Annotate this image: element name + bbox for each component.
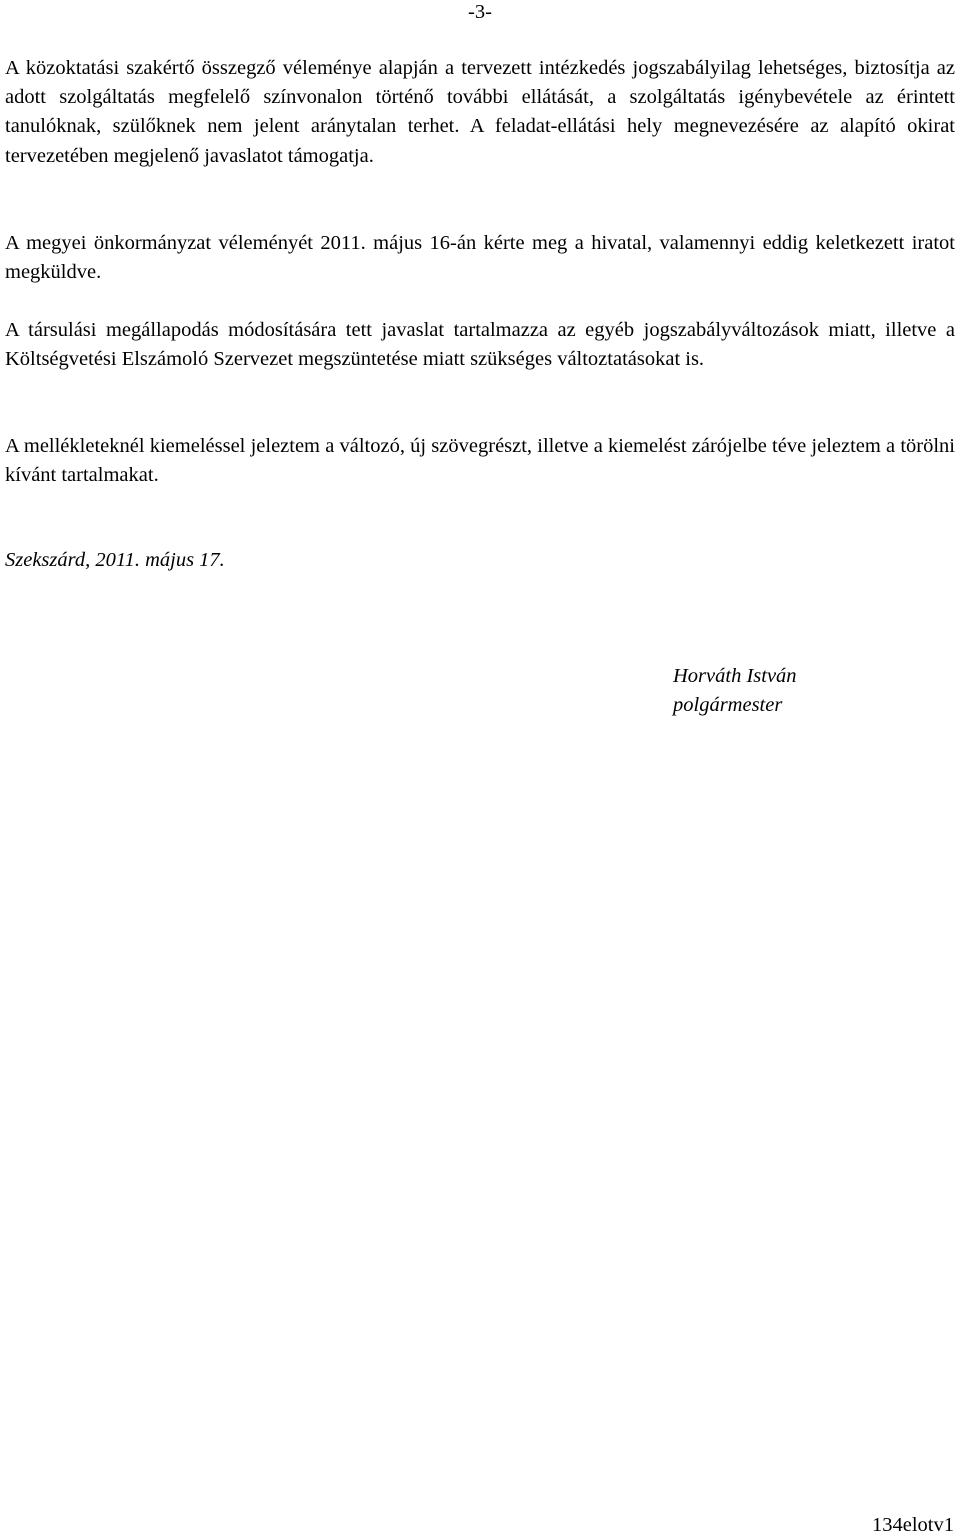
paragraph-association-agreement: A társulási megállapodás módosítására tett javaslat tartalmazza az egyéb jogszabályváltozások miatt, illetve a Költségvetési Elszámoló Szervezet megszüntetése miatt szükséges változtatásokat is.: [5, 319, 955, 371]
signature-block: [673, 662, 797, 720]
paragraph-annex-markings: A mellékleteknél kiemeléssel jeleztem a változó, új szövegrészt, illetve a kiemelést zárójelbe téve jeleztem a törölni kívánt tartalmakat.: [5, 435, 955, 487]
page-number: -3-: [468, 1, 492, 23]
signatory-name: Horváth István: [673, 665, 797, 687]
paragraph-county-opinion: A megyei önkormányzat véleményét 2011. május 16-án kérte meg a hivatal, valamennyi eddig keletkezett iratot megküldve.: [5, 232, 955, 284]
paragraph-expert-opinion: A közoktatási szakértő összegző véleménye alapján a tervezett intézkedés jogszabályilag lehetséges, biztosítja az adott szolgáltatás megfelelő színvonalon történő további ellátását, a szolgáltatás igénybevétele az érintett tanulóknak, szülőknek nem jelent aránytalan terhet. A feladat-ellátási hely megnevezésére az alapító okirat tervezetében megjelenő javaslatot támogatja.: [5, 57, 955, 167]
document-code: 134elotv1: [872, 1514, 954, 1536]
signatory-title: polgármester: [673, 694, 783, 716]
place-and-date: Szekszárd, 2011. május 17.: [5, 549, 225, 571]
